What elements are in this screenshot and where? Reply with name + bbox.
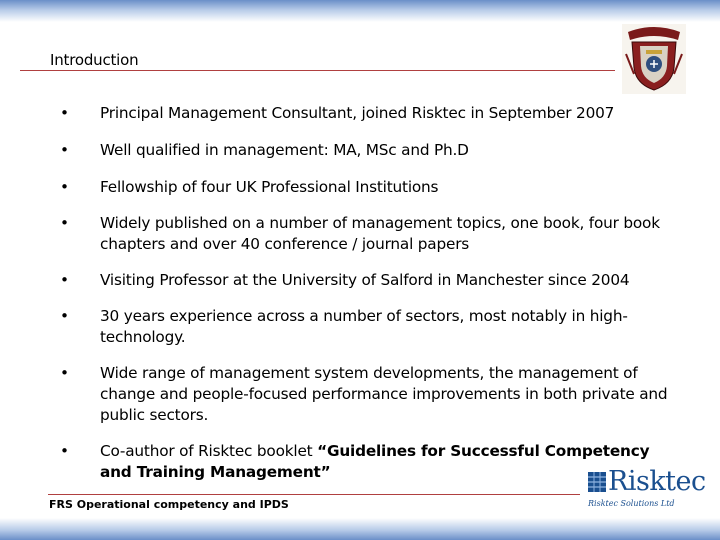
risktec-logo: [588, 466, 706, 510]
list-item: • 30 years experience across a number of sectors, most notably in high-technology.: [60, 307, 628, 346]
footer-caption: FRS Operational competency and IPDS: [49, 498, 289, 511]
top-gradient-band: [0, 0, 720, 22]
bullet-list: [60, 103, 680, 483]
list-item: • Well qualified in management: MA, MSc and Ph.D: [60, 141, 469, 159]
bullet-marker: •: [60, 271, 69, 289]
bottom-gradient-band: [0, 518, 720, 540]
logo-tagline: Risktec Solutions Ltd: [588, 499, 675, 508]
bullet-marker: •: [60, 141, 69, 159]
globe-icon: [588, 472, 606, 492]
bullet-marker: •: [60, 214, 69, 232]
logo-wordmark: Risktec: [608, 466, 706, 497]
booklet-prefix: Co-author of Risktec booklet: [100, 442, 318, 460]
bullet-marker: •: [60, 442, 69, 460]
list-item: • Wide range of management system developments, the management of change and people-focused performance improvements in both private and public sectors.: [60, 364, 668, 424]
footer-divider: [48, 494, 580, 495]
bullet-marker: •: [60, 104, 69, 122]
booklet-title: “Guidelines for Successful Competency and Training Management”: [100, 442, 650, 481]
coat-of-arms-icon: [622, 24, 686, 94]
list-item: • Visiting Professor at the University of Salford in Manchester since 2004: [60, 271, 630, 289]
bullet-marker: •: [60, 364, 69, 382]
list-item: • Fellowship of four UK Professional Institutions: [60, 178, 439, 196]
title-divider: [20, 70, 615, 71]
list-item: • Widely published on a number of management topics, one book, four book chapters and over 40 conference / journal papers: [60, 214, 660, 253]
list-item: [60, 441, 680, 483]
list-item: • Principal Management Consultant, joined Risktec in September 2007: [60, 104, 615, 122]
slide-title: Introduction: [50, 51, 139, 69]
bullet-marker: •: [60, 178, 69, 196]
bullet-marker: •: [60, 307, 69, 325]
